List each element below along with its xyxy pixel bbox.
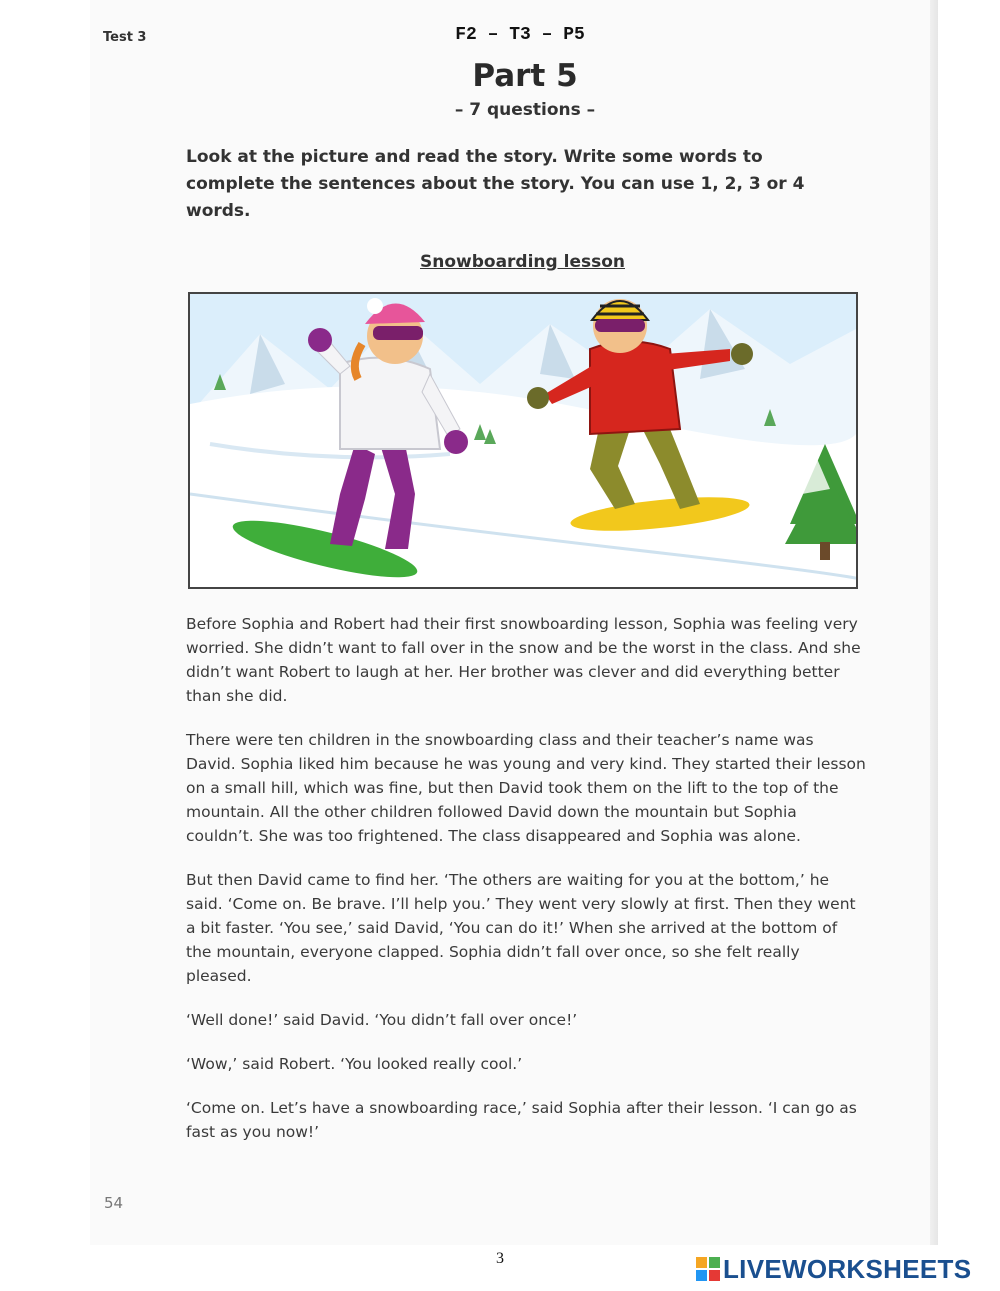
snowboarding-illustration: [188, 292, 858, 589]
liveworksheets-brand: [696, 1254, 971, 1284]
robert-glove: [527, 387, 549, 409]
page-number: 3: [496, 1250, 504, 1267]
story-paragraph: There were ten children in the snowboarding class and their teacher’s name was David. Sophia liked him because he was young and very kind. They started their lesson on a small hill, which was fine, but then David took them on the lift to the top of the mountain. All the other children followed David down the mountain but Sophia couldn’t. She was too frightened. The class disappeared and Sophia was alone.: [186, 731, 866, 845]
story-text: [186, 612, 866, 1164]
story-paragraph: But then David came to find her. ‘The others are waiting for you at the bottom,’ he said. ‘Come on. Be brave. I’ll help you.’ They went very slowly at first. Then they went a bit faster. ‘You see,’ said David, ‘You can do it!’ When she arrived at the bottom of the mountain, everyone clapped. Sophia didn’t fall over once, so she felt really pleased.: [186, 871, 856, 985]
story-title: Snowboarding lesson: [420, 252, 625, 272]
worksheet-code: F2 – T3 – P5: [455, 25, 585, 45]
page-edge-shadow: [930, 0, 938, 1245]
story-paragraph: Before Sophia and Robert had their first snowboarding lesson, Sophia was feeling very worried. She didn’t want to fall over in the snow and be the worst in the class. And she didn’t want Robert to laugh at her. Her brother was clever and did everything better than she did.: [186, 615, 861, 705]
liveworksheets-logo-icon: [696, 1257, 720, 1281]
sophia-goggles: [373, 326, 423, 340]
story-paragraph: ‘Wow,’ said Robert. ‘You looked really cool.’: [186, 1055, 523, 1073]
snowboarding-scene: [190, 294, 856, 587]
brand-name: LIVEWORKSHEETS: [723, 1253, 972, 1284]
sophia-glove: [308, 328, 332, 352]
story-paragraph: ‘Come on. Let’s have a snowboarding race,’ said Sophia after their lesson. ‘I can go as fast as you now!’: [186, 1099, 857, 1141]
robert-goggles: [595, 319, 645, 332]
part-title: Part 5: [472, 58, 578, 94]
test-label: Test 3: [103, 30, 147, 45]
instructions: Look at the picture and read the story. Write some words to complete the sentences about the story. You can use 1, 2, 3 or 4 words.: [186, 147, 805, 221]
story-paragraph: ‘Well done!’ said David. ‘You didn’t fall over once!’: [186, 1011, 578, 1029]
book-page-number: 54: [104, 1194, 124, 1212]
part-subtitle: – 7 questions –: [454, 100, 596, 120]
